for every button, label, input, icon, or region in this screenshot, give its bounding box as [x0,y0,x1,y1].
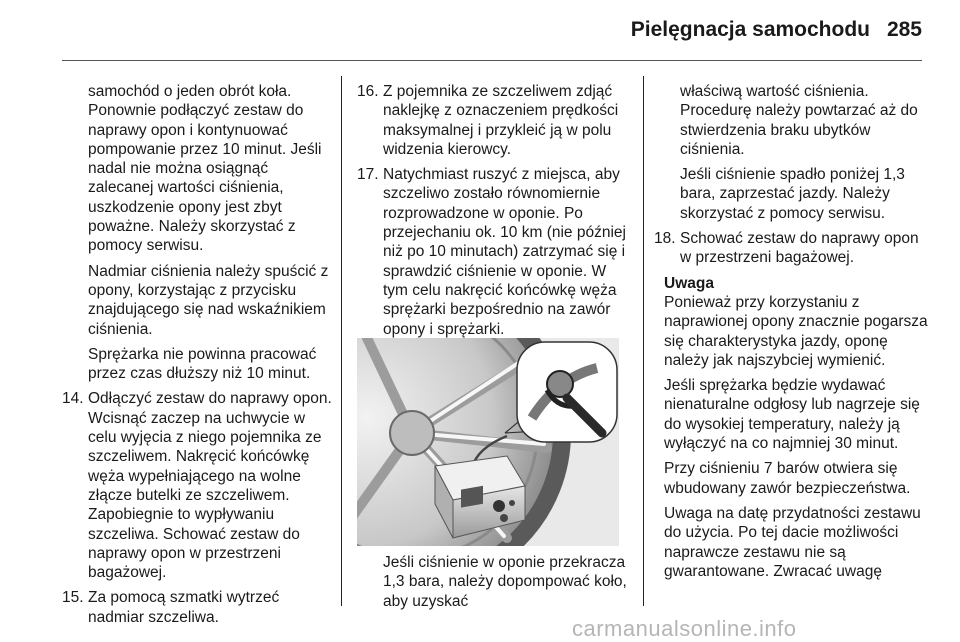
column-divider-1 [341,76,342,606]
note-paragraph: Ponieważ przy korzystaniu z naprawionej opony znacznie pogarsza się charakterystyka jazdy, oponę należy jak najszybciej wymienić. [664,293,928,369]
list-number: 18. [654,230,676,248]
paragraph: właściwą wartość ciśnienia. Procedurę należy powtarzać aż do stwierdzenia braku ubytków ciśnienia. [680,83,918,158]
list-item-17 [357,165,627,339]
watermark: carmanualsonline.info [572,616,797,641]
list-item-16 [357,82,627,159]
list-item-15 [62,588,334,627]
list-item-text: Odłączyć zestaw do naprawy opon. Wcisnąć zaczep na uchwycie w celu wyjęcia z niego pojemnika ze szczeliwem. Nakręcić końcówkę węża wypełniającego na wolne złącze butelki ze szczeliwem. Zapobiegnie to wypływaniu szczeliwa. Schować zestaw do naprawy opon w przestrzeni bagażowej. [88,390,332,582]
list-number: 17. [357,166,379,184]
paragraph: Jeśli ciśnienie w oponie przekracza 1,3 bara, należy dopompować koło, aby uzyskać [383,554,627,610]
column-1 [62,82,334,633]
list-number: 14. [62,390,84,408]
note-paragraph: Przy ciśnieniu 7 barów otwiera się wbudowany zawór bezpieczeństwa. [664,460,911,497]
column-divider-2 [643,76,644,606]
list-item-text: Schować zestaw do naprawy opon w przestrzeni bagażowej. [680,230,919,267]
list-number: 16. [357,83,379,100]
column-2-continued [357,553,627,617]
header-rule [62,60,922,61]
wheel-hub [390,411,434,455]
list-item-text: Za pomocą szmatki wytrzeć nadmiar szczeliwa. [88,589,280,626]
list-item-18 [654,229,928,268]
list-item-14 [62,389,334,582]
note-paragraph: Uwaga na datę przydatności zestawu do użycia. Po tej dacie możliwości naprawcze zestawu nie są gwarantowane. Zwracać uwagę [664,504,921,580]
note-paragraph: Jeśli sprężarka będzie wydawać nienaturalne odgłosy lub nagrzeje się do wysokiej temperatury, należy ją wyłączyć na co najmniej 30 minut. [664,377,920,453]
paragraph: Sprężarka nie powinna pracować przez czas dłuższy niż 10 minut. [88,345,317,383]
tire-compressor-illustration [357,338,619,546]
column-2 [357,82,627,345]
page-number: 285 [886,18,922,41]
list-item-text: Z pojemnika ze szczeliwem zdjąć naklejkę z oznaczeniem prędkości maksymalnej i przykleić ją w polu widzenia kierowcy. [383,83,619,158]
page-header-title: Pielęgnacja samochodu [630,18,870,41]
valve-detail-inset [517,342,617,442]
list-item-text: Natychmiast ruszyć z miejsca, aby szczeliwo zostało równomiernie rozprowadzone w oponie. Po przejechaniu ok. 10 km (nie później niż po 10 minutach) zatrzymać się i sprawdzić ciśnienie w oponie. W tym celu nakręcić końcówkę węża sprężarki bezpośrednio na zawór opony i sprężarki. [383,166,626,338]
note-block [654,274,928,581]
paragraph: Jeśli ciśnienie spadło poniżej 1,3 bara, zaprzestać jazdy. Należy skorzystać z pomocy serwisu. [680,166,905,222]
paragraph: samochód o jeden obrót koła. Ponownie podłączyć zestaw do naprawy opon i kontynuować pompowanie przez 10 minut. Jeśli nadal nie można osiągnąć zalecanej wartości ciśnienia, uszkodzenie opony jest zbyt poważne. Należy skorzystać z pomocy serwisu. [88,83,322,255]
note-title: Uwaga [664,274,714,292]
list-number: 15. [62,589,84,607]
column-3 [654,82,928,587]
paragraph: Nadmiar ciśnienia należy spuścić z opony, korzystając z przycisku znajdującego się nad wskaźnikiem ciśnienia. [88,262,329,338]
